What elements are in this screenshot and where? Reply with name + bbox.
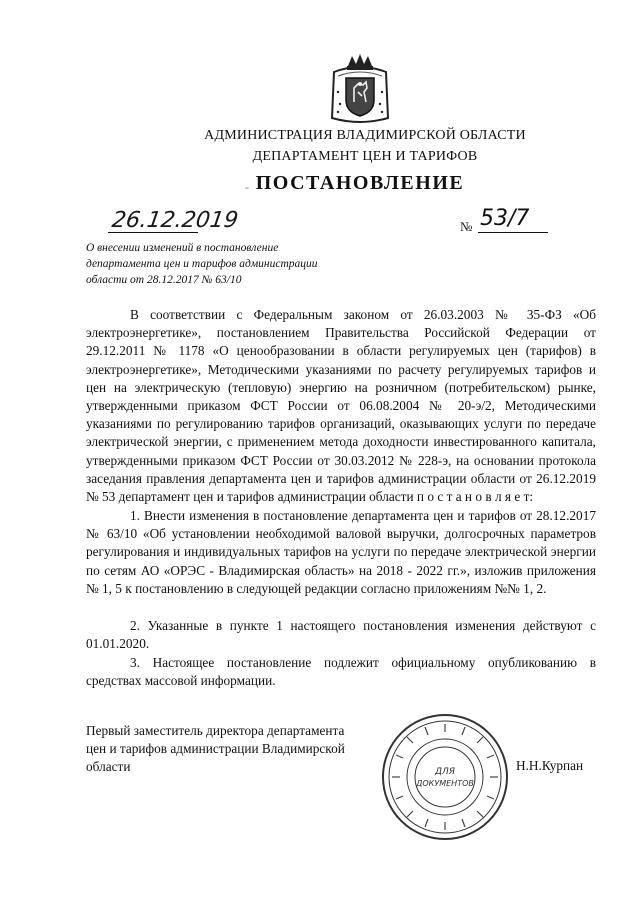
org-name-line2: ДЕПАРТАМЕНТ ЦЕН И ТАРИФОВ [252,149,478,164]
document-number: 53/7 [480,206,530,231]
stray-mark: - [245,180,249,194]
document-date: 26.12.2019 [110,208,240,233]
clause-2: 2. Указанные в пункте 1 настоящего постановления изменения действуют с 01.01.2020. [86,618,596,652]
clause-3: 3. Настоящее постановление подлежит официальному опубликованию в средствах массовой информации. [86,655,596,689]
stamp-text-line2: ДОКУМЕНТОВ [416,779,474,788]
org-name-line1: АДМИНИСТРАЦИЯ ВЛАДИМИРСКОЙ ОБЛАСТИ [204,128,526,143]
signatory-position: Первый заместитель директора департамента цен и тарифов администрации Владимирской области [86,723,345,774]
number-underline [478,232,548,233]
document-title: ПОСТАНОВЛЕНИЕ [255,172,465,194]
date-underline [108,232,198,233]
preamble-paragraph: В соответствии с Федеральным законом от 26.03.2003 № 35-ФЗ «Об электроэнергетике», постановлением Правительства Российской Федерации от 29.12.2011 № 1178 «О ценообразовании в области регулируемых цен (тарифов) в электроэнергетике», Методическими указаниями по расчету регулируемых тарифов и цен на электрическую (тепловую) энергию на розничном (потребительском) рынке, утвержденными приказом ФСТ России от 06.08.2004 № 20-э/2, Методическими указаниями по регулированию тарифов организаций, оказывающих услуги по передаче электрической энергии, с применением метода доходности инвестированного капитала, утвержденными приказом ФСТ России от 30.03.2012 № 228-э, на основании протокола заседания правления департамента цен и тарифов администрации области от 26.12.2019 № 53 департамент цен и тарифов администрации области п о с т а н о в л я е т: [86,307,596,505]
round-stamp-icon [380,712,510,842]
stamp-text-line1: ДЛЯ [434,767,456,777]
signatory-name: Н.Н.Курпан [516,758,584,773]
coat-of-arms-icon [330,52,390,126]
clause-1: 1. Внести изменения в постановление департамента цен и тарифов от 28.12.2017 № 63/10 «Об установлении необходимой валовой выручки, долгосрочных параметров регулирования и индивидуальных тарифов на услуги по передаче электрической энергии по сетям АО «ОРЭС - Владимирская область» на 2018 - 2022 гг.», изложив приложения № 1, 5 к постановлению в следующей редакции согласно приложениям №№ 1, 2. [86,508,596,596]
document-subject: О внесении изменений в постановление департамента цен и тарифов администрации области от 28.12.2017 № 63/10 [86,242,318,286]
number-sign: № [460,219,473,234]
